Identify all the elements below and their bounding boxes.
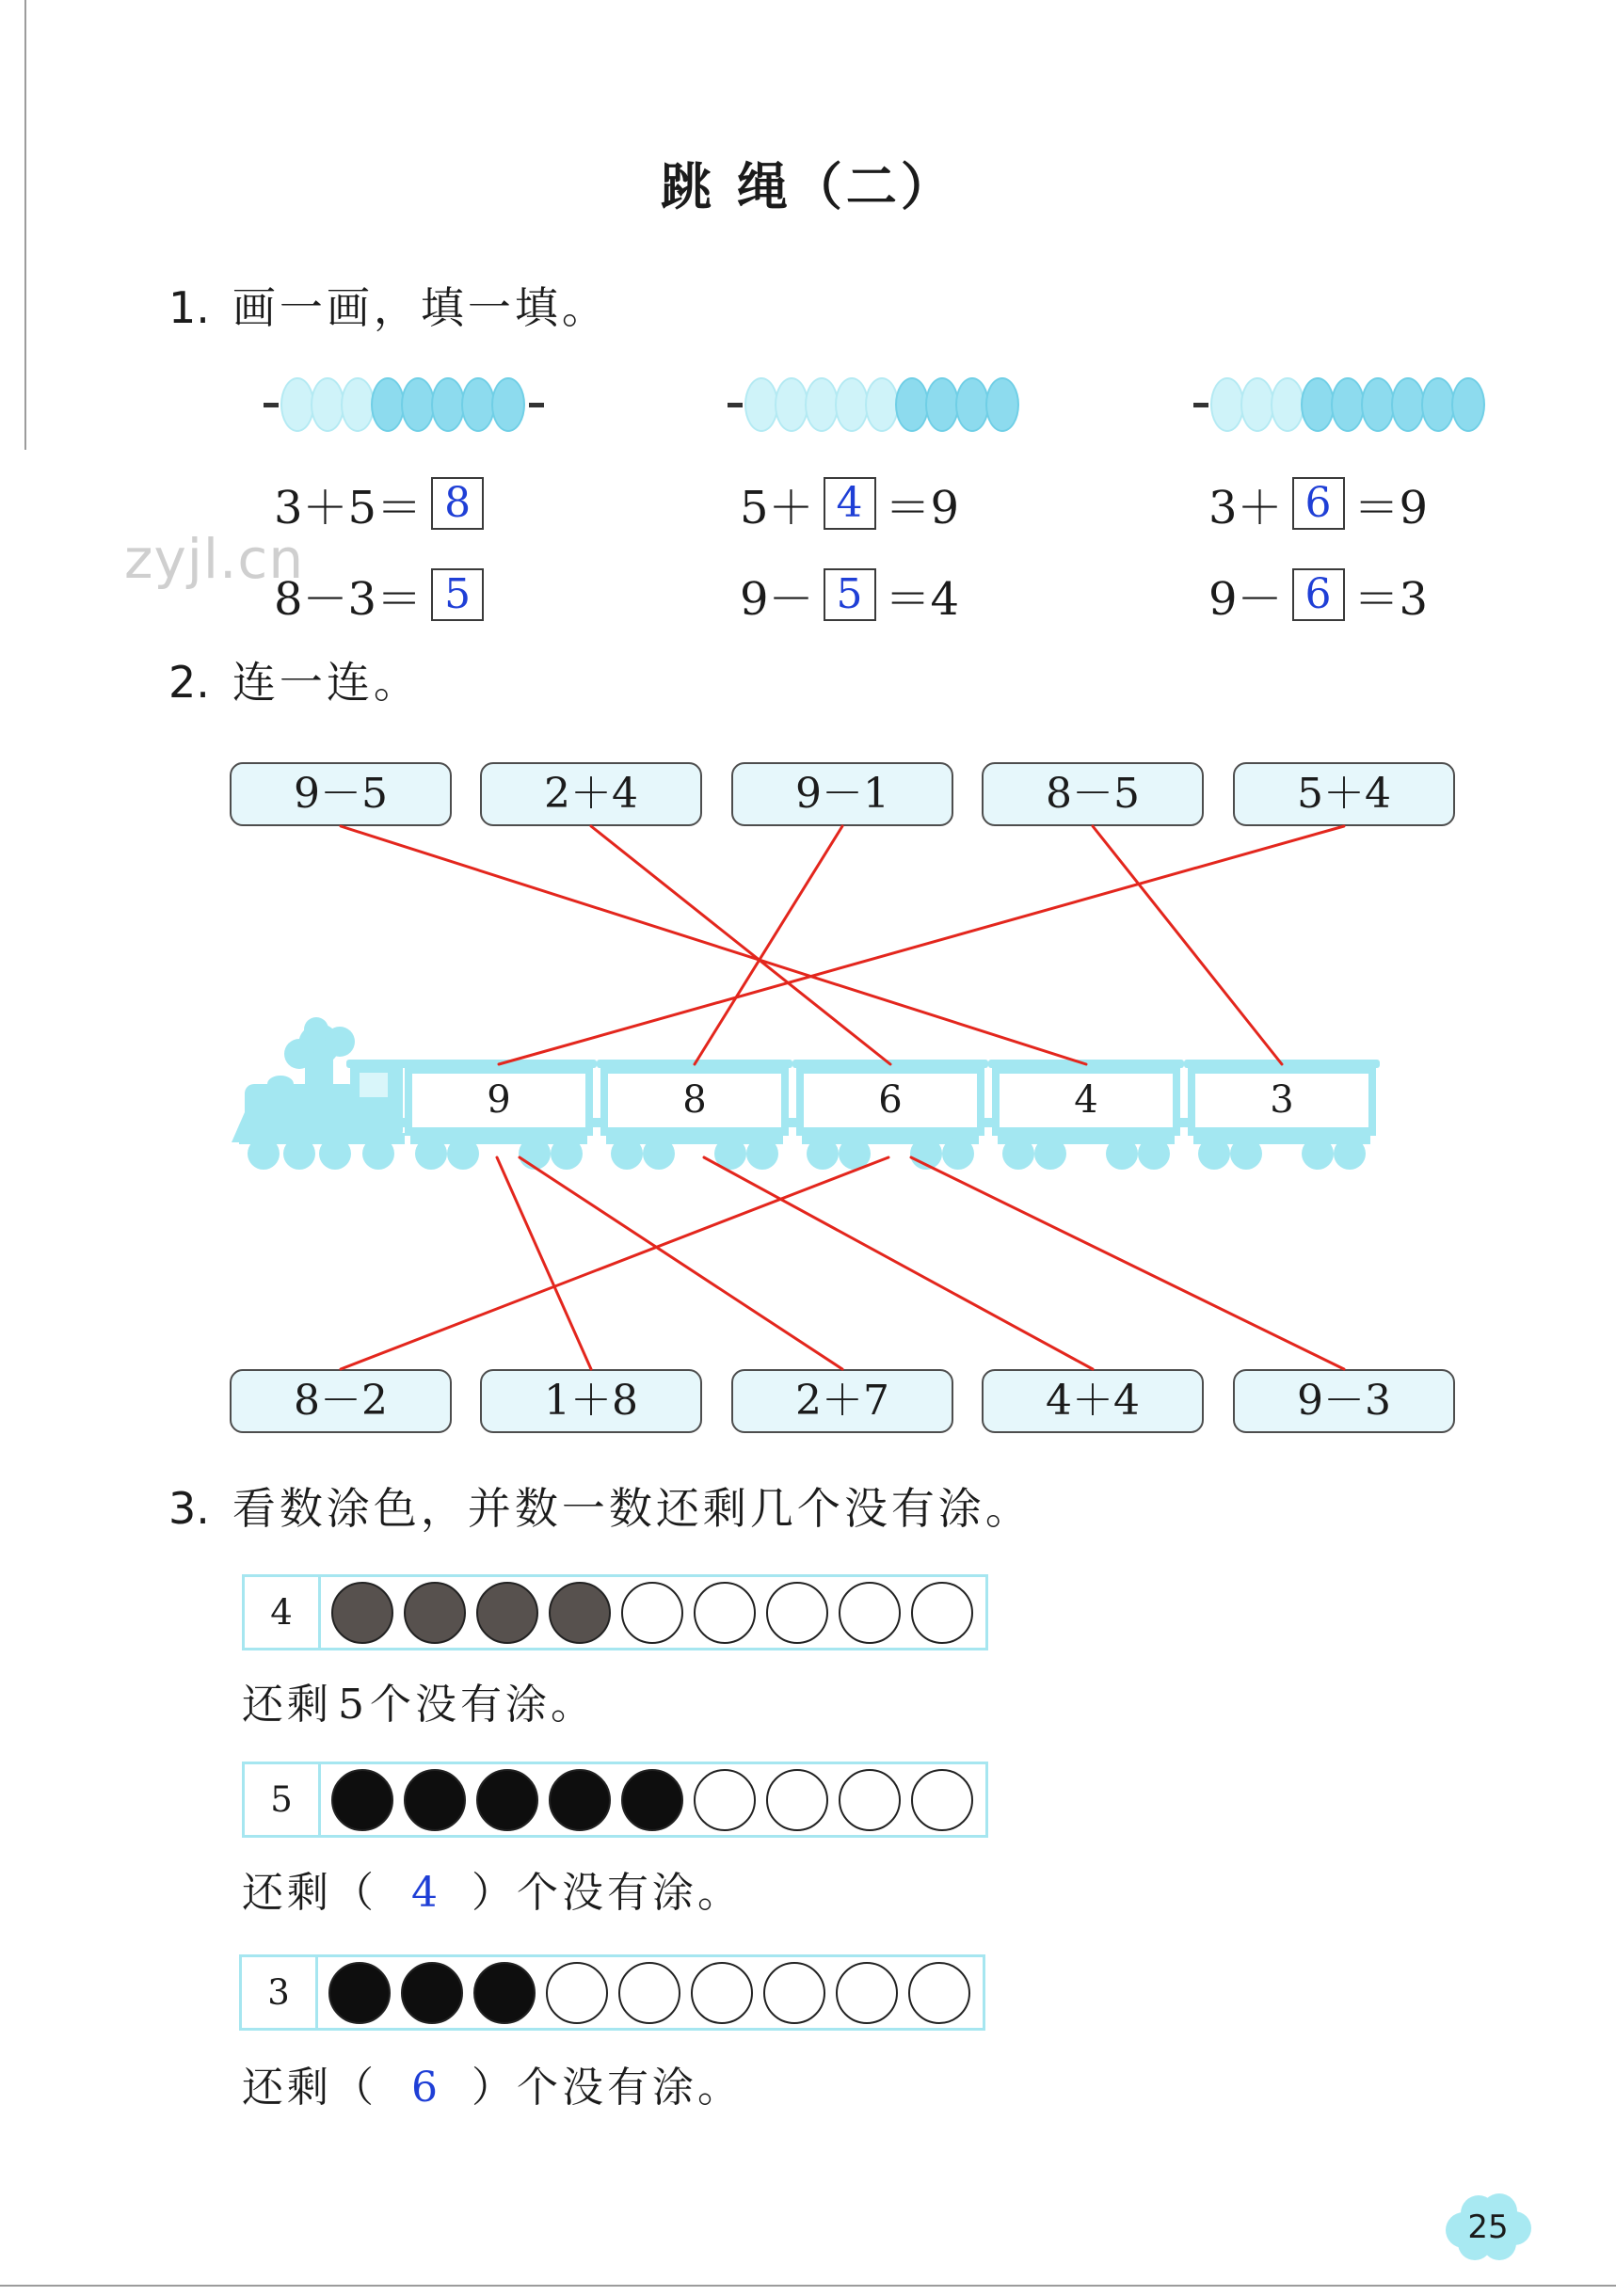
sentence-prefix: 还剩（ xyxy=(242,1869,377,1917)
wheel xyxy=(1302,1138,1334,1170)
smoke-puff xyxy=(304,1017,328,1042)
equation-result: ＝9 xyxy=(1353,481,1429,534)
section-number: 1. xyxy=(168,282,210,333)
equation-result: ＝3 xyxy=(1353,572,1429,626)
circle-empty xyxy=(839,1769,901,1831)
bead-light xyxy=(311,377,344,432)
answer-box: 5 xyxy=(431,568,484,621)
bottom-card: 9－3 xyxy=(1233,1369,1455,1433)
bead-dark xyxy=(1391,377,1425,432)
wheel xyxy=(319,1138,351,1170)
equation xyxy=(740,475,959,532)
train-car-number: 8 xyxy=(682,1078,707,1122)
circle-empty xyxy=(911,1582,973,1644)
locomotive xyxy=(232,1017,408,1170)
page-edge-bottom xyxy=(0,2285,1616,2287)
circle-empty xyxy=(766,1769,828,1831)
bottom-card: 8－2 xyxy=(230,1369,452,1433)
section-instruction: 连一连。 xyxy=(232,657,421,708)
bead-light xyxy=(1210,377,1244,432)
row-given-number: 4 xyxy=(245,1577,321,1648)
circle-empty xyxy=(908,1962,970,2024)
bead-dark xyxy=(955,377,989,432)
bead-rod xyxy=(728,377,1019,432)
section-number: 3. xyxy=(168,1483,210,1534)
answer-box: 6 xyxy=(1292,568,1345,621)
top-card: 9－5 xyxy=(230,762,452,826)
answer-box: 6 xyxy=(1292,477,1345,530)
bead-light xyxy=(1240,377,1274,432)
circle-empty xyxy=(911,1769,973,1831)
row-given-number: 3 xyxy=(242,1957,318,2028)
bottom-card: 4＋4 xyxy=(982,1369,1204,1433)
wheel xyxy=(248,1138,280,1170)
circle-empty xyxy=(763,1962,825,2024)
bead-light xyxy=(805,377,839,432)
wheel xyxy=(611,1138,643,1170)
circle-filled xyxy=(549,1769,611,1831)
wheel xyxy=(942,1138,974,1170)
rod-end-left xyxy=(728,403,743,407)
bead-dark xyxy=(1451,377,1485,432)
bead-rod xyxy=(1193,377,1485,432)
circle-empty xyxy=(694,1582,756,1644)
top-card: 8－5 xyxy=(982,762,1204,826)
circle-filled xyxy=(549,1582,611,1644)
bead-dark xyxy=(1301,377,1335,432)
coupler xyxy=(1180,1118,1188,1127)
bead-dark xyxy=(895,377,929,432)
coloring-row xyxy=(239,1954,985,2031)
circle-filled xyxy=(473,1962,536,2024)
wheel xyxy=(807,1138,839,1170)
sentence-prefix: 还剩 xyxy=(242,1681,332,1729)
page-title: 跳 绳（二） xyxy=(661,156,955,216)
bead-dark xyxy=(371,377,405,432)
bead-dark xyxy=(985,377,1019,432)
section-instruction: 画一画，填一填。 xyxy=(232,282,609,333)
equation xyxy=(740,566,960,626)
circle-filled xyxy=(401,1962,463,2024)
wheel xyxy=(551,1138,583,1170)
circle-empty xyxy=(691,1962,753,2024)
equation xyxy=(274,475,493,532)
train-car-number: 3 xyxy=(1270,1078,1294,1122)
wheel xyxy=(1034,1138,1066,1170)
answer-box: 8 xyxy=(431,477,484,530)
equation xyxy=(274,566,493,626)
bead-rod xyxy=(264,377,544,432)
link-line-bottom xyxy=(520,1157,842,1369)
wheel xyxy=(415,1138,447,1170)
wheel xyxy=(714,1138,746,1170)
equation-expression: 9－ xyxy=(1208,572,1283,626)
page-edge-left xyxy=(24,0,26,450)
wheel xyxy=(1198,1138,1230,1170)
cab-window xyxy=(360,1073,388,1097)
circle-empty xyxy=(618,1962,680,2024)
link-line-bottom xyxy=(497,1157,591,1369)
top-card: 2＋4 xyxy=(480,762,702,826)
circle-filled xyxy=(476,1582,538,1644)
wheel xyxy=(910,1138,942,1170)
rod-end-right xyxy=(529,403,544,407)
coloring-row xyxy=(242,1762,988,1838)
circle-filled xyxy=(404,1582,466,1644)
section-number: 2. xyxy=(168,657,210,708)
equation xyxy=(1208,566,1429,626)
bead-dark xyxy=(461,377,495,432)
rod-end-left xyxy=(264,403,279,407)
wheel xyxy=(1138,1138,1170,1170)
equation-result: ＝4 xyxy=(885,572,960,626)
circle-empty xyxy=(766,1582,828,1644)
bead-dark xyxy=(1421,377,1455,432)
wheel xyxy=(519,1138,551,1170)
bead-dark xyxy=(1331,377,1365,432)
remaining-count: 5 xyxy=(338,1681,364,1729)
coloring-row xyxy=(242,1574,988,1650)
circle-filled xyxy=(404,1769,466,1831)
watermark: zyjl.cn xyxy=(124,527,305,591)
bead-dark xyxy=(401,377,435,432)
remaining-count: 4 xyxy=(411,1869,438,1917)
wheel xyxy=(1002,1138,1034,1170)
equation xyxy=(1208,475,1428,532)
bead-dark xyxy=(431,377,465,432)
equation-expression: 9－ xyxy=(740,572,814,626)
sentence-suffix: ）个没有涂。 xyxy=(472,2064,743,2112)
equation-result: ＝9 xyxy=(885,481,960,534)
circle-empty xyxy=(694,1769,756,1831)
train-car-number: 4 xyxy=(1074,1078,1098,1122)
equation-expression: 8－3＝ xyxy=(274,572,423,626)
section-3-heading xyxy=(168,1483,1032,1535)
equation-expression: 5＋ xyxy=(740,481,814,534)
remaining-sentence xyxy=(242,1869,743,1919)
bottom-card: 1＋8 xyxy=(480,1369,702,1433)
equation-expression: 3＋5＝ xyxy=(274,481,423,534)
wheel xyxy=(1334,1138,1366,1170)
top-card: 9－1 xyxy=(731,762,953,826)
circle-strip xyxy=(321,1582,973,1644)
link-line-bottom xyxy=(911,1157,1344,1369)
sentence-prefix: 还剩（ xyxy=(242,2064,377,2112)
sentence-suffix: 个没有涂。 xyxy=(370,1681,596,1729)
section-1-heading xyxy=(168,282,609,334)
train-car-number: 6 xyxy=(878,1078,903,1122)
wheel xyxy=(447,1138,479,1170)
bead-light xyxy=(341,377,375,432)
smoke-puff xyxy=(325,1027,355,1057)
row-given-number: 5 xyxy=(245,1764,321,1835)
circle-filled xyxy=(331,1582,393,1644)
wheel xyxy=(362,1138,394,1170)
circle-strip xyxy=(318,1962,970,2024)
remaining-sentence xyxy=(242,1681,596,1730)
train-car-number: 9 xyxy=(487,1078,511,1122)
circle-strip xyxy=(321,1769,973,1831)
bead-light xyxy=(775,377,808,432)
circle-empty xyxy=(836,1962,898,2024)
answer-box: 4 xyxy=(824,477,876,530)
bead-light xyxy=(865,377,899,432)
rod-end-left xyxy=(1193,403,1208,407)
circle-empty xyxy=(621,1582,683,1644)
bottom-card: 2＋7 xyxy=(731,1369,953,1433)
coupler xyxy=(789,1118,796,1127)
wheel xyxy=(839,1138,871,1170)
link-line-bottom xyxy=(341,1157,888,1369)
coupler xyxy=(593,1118,600,1127)
bead-dark xyxy=(1361,377,1395,432)
remaining-sentence xyxy=(242,2064,743,2113)
section-instruction: 看数涂色，并数一数还剩几个没有涂。 xyxy=(232,1483,1032,1534)
remaining-count: 6 xyxy=(411,2064,438,2112)
sentence-suffix: ）个没有涂。 xyxy=(472,1869,743,1917)
circle-empty xyxy=(839,1582,901,1644)
boiler xyxy=(245,1084,358,1135)
link-line-bottom xyxy=(704,1157,1093,1369)
circle-empty xyxy=(546,1962,608,2024)
top-card: 5＋4 xyxy=(1233,762,1455,826)
bead-light xyxy=(1271,377,1304,432)
wheel xyxy=(1106,1138,1138,1170)
wheel xyxy=(1230,1138,1262,1170)
bead-dark xyxy=(491,377,525,432)
circle-filled xyxy=(328,1962,391,2024)
circle-filled xyxy=(621,1769,683,1831)
wheel xyxy=(643,1138,675,1170)
page-number: 25 xyxy=(1467,2208,1509,2246)
wheel xyxy=(283,1138,315,1170)
equation-expression: 3＋ xyxy=(1208,481,1283,534)
wheel xyxy=(746,1138,778,1170)
answer-box: 5 xyxy=(824,568,876,621)
bead-light xyxy=(835,377,869,432)
coupler xyxy=(984,1118,992,1127)
section-2-heading xyxy=(168,657,421,709)
circle-filled xyxy=(476,1769,538,1831)
chimney xyxy=(305,1054,333,1088)
bead-dark xyxy=(925,377,959,432)
circle-filled xyxy=(331,1769,393,1831)
bead-light xyxy=(280,377,314,432)
bead-light xyxy=(744,377,778,432)
